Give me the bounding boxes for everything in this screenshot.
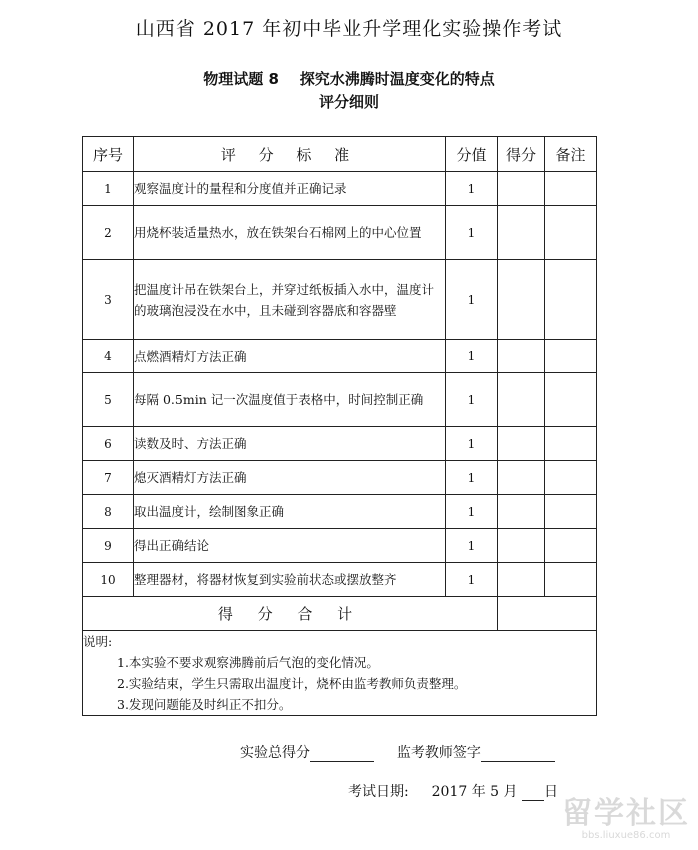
table-row [83,260,597,340]
row-score-cell[interactable] [498,495,545,529]
proctor-signature-label: 监考教师签字 [396,745,481,761]
row-score-cell[interactable] [498,529,545,563]
row-remark-cell[interactable] [545,563,597,597]
notes-row [83,631,597,716]
row-value: 1 [446,427,498,461]
row-index: 9 [83,529,134,563]
watermark-url: bbs.liuxue86.com [581,830,671,841]
row-value: 1 [446,461,498,495]
row-criteria: 用烧杯装适量热水，放在铁架台石棉网上的中心位置 [134,206,446,260]
table-row [83,373,597,427]
table-row [83,340,597,373]
row-index: 10 [83,563,134,597]
proctor-signature-blank[interactable] [481,745,555,762]
row-criteria: 把温度计吊在铁架台上，并穿过纸板插入水中，温度计的玻璃泡浸没在水中，且未碰到容器底和容器壁 [134,260,446,340]
row-value: 1 [446,495,498,529]
table-row [83,172,597,206]
row-criteria: 整理器材，将器材恢复到实验前状态或摆放整齐 [134,563,446,597]
table-row [83,427,597,461]
row-score-cell[interactable] [498,206,545,260]
watermark-logo-text: 留学社区 [562,796,690,831]
table-row [83,206,597,260]
scoring-rules-heading: 评分细则 [318,93,379,111]
row-criteria: 得出正确结论 [134,529,446,563]
row-score-cell[interactable] [498,260,545,340]
row-remark-cell[interactable] [545,260,597,340]
row-value: 1 [446,340,498,373]
row-remark-cell[interactable] [545,529,597,563]
row-criteria: 取出温度计，绘制图象正确 [134,495,446,529]
row-score-cell[interactable] [498,340,545,373]
row-criteria: 点燃酒精灯方法正确 [134,340,446,373]
row-index: 6 [83,427,134,461]
row-criteria: 读数及时、方法正确 [134,427,446,461]
row-score-cell[interactable] [498,172,545,206]
note-item: 1.本实验不要求观察沸腾前后气泡的变化情况。 [117,655,379,670]
row-value: 1 [446,373,498,427]
row-value: 1 [446,172,498,206]
row-value: 1 [446,206,498,260]
exam-date-day-label: 日 [543,784,558,800]
exam-date-year-month: 2017 年 5 月 [431,784,518,800]
row-score-cell[interactable] [498,563,545,597]
row-index: 1 [83,172,134,206]
exam-date-label: 考试日期: [348,784,409,800]
total-score-cell[interactable] [498,597,597,631]
row-index: 2 [83,206,134,260]
note-item: 2.实验结束，学生只需取出温度计，烧杯由监考教师负责整理。 [117,676,467,691]
table-row [83,529,597,563]
table-header-row [83,137,597,172]
total-score-label: 实验总得分 [240,745,310,761]
row-remark-cell[interactable] [545,373,597,427]
header-criteria: 评 分 标 准 [134,137,446,172]
signature-line [240,742,555,762]
row-score-cell[interactable] [498,373,545,427]
total-label: 得 分 合 计 [83,597,498,631]
row-score-cell[interactable] [498,427,545,461]
header-score: 得分 [498,137,545,172]
row-index: 7 [83,461,134,495]
row-remark-cell[interactable] [545,461,597,495]
note-item: 3.发现问题能及时纠正不扣分。 [117,697,292,712]
total-score-blank[interactable] [310,745,374,762]
row-criteria: 观察温度计的量程和分度值并正确记录 [134,172,446,206]
exam-date-day-blank[interactable] [522,784,544,801]
exam-date-line [348,781,558,801]
exam-subtitle: 物理试题 8 探究水沸腾时温度变化的特点 [203,70,495,88]
row-remark-cell[interactable] [545,495,597,529]
scoring-table [82,136,597,716]
row-index: 3 [83,260,134,340]
row-criteria: 每隔 0.5min 记一次温度值于表格中，时间控制正确 [134,373,446,427]
total-row [83,597,597,631]
row-value: 1 [446,529,498,563]
row-index: 8 [83,495,134,529]
row-value: 1 [446,260,498,340]
header-remark: 备注 [545,137,597,172]
notes-cell [83,631,597,716]
row-remark-cell[interactable] [545,427,597,461]
row-index: 4 [83,340,134,373]
row-remark-cell[interactable] [545,206,597,260]
row-index: 5 [83,373,134,427]
row-remark-cell[interactable] [545,172,597,206]
table-row [83,563,597,597]
table-row [83,495,597,529]
notes-heading: 说明: [83,634,113,649]
row-score-cell[interactable] [498,461,545,495]
header-index: 序号 [83,137,134,172]
table-row [83,461,597,495]
row-value: 1 [446,563,498,597]
row-remark-cell[interactable] [545,340,597,373]
row-criteria: 熄灭酒精灯方法正确 [134,461,446,495]
header-value: 分值 [446,137,498,172]
document-title: 山西省 2017 年初中毕业升学理化实验操作考试 [135,18,563,40]
watermark [562,788,690,841]
